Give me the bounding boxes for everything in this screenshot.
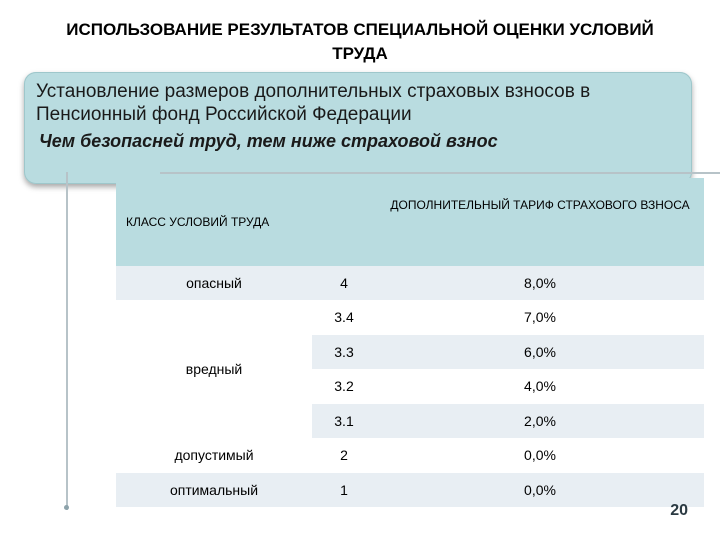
header-additional-tariff: ДОПОЛНИТЕЛЬНЫЙ ТАРИФ СТРАХОВОГО ВЗНОСА — [376, 178, 704, 266]
cell-rate: 0,0% — [376, 473, 704, 508]
cell-class: допустимый — [116, 438, 312, 473]
table-header-row — [116, 178, 704, 266]
slide-title: ИСПОЛЬЗОВАНИЕ РЕЗУЛЬТАТОВ СПЕЦИАЛЬНОЙ ОЦЕНКИ УСЛОВИЙ ТРУДА — [66, 20, 654, 63]
frame-dot — [64, 505, 69, 510]
table-row — [116, 266, 704, 300]
frame-line-horizontal — [160, 172, 720, 174]
cell-code: 3.3 — [312, 335, 376, 370]
cell-rate: 4,0% — [376, 369, 704, 404]
cell-rate: 0,0% — [376, 438, 704, 473]
header-work-class: КЛАСС УСЛОВИЙ ТРУДА — [116, 178, 376, 266]
banner-text-line-1: Установление размеров дополнительных страховых взносов в — [36, 81, 591, 102]
cell-class: опасный — [116, 266, 312, 300]
cell-class: оптимальный — [116, 473, 312, 508]
cell-rate: 8,0% — [376, 266, 704, 300]
cell-code: 1 — [312, 473, 376, 508]
cell-code: 2 — [312, 438, 376, 473]
frame-line-vertical — [66, 172, 68, 510]
cell-code: 3.2 — [312, 369, 376, 404]
table-row — [116, 473, 704, 508]
info-banner — [24, 72, 692, 184]
cell-code: 3.4 — [312, 300, 376, 335]
banner-text-line-2: Пенсионный фонд Российской Федерации — [36, 104, 412, 125]
table-row — [116, 300, 704, 335]
cell-rate: 2,0% — [376, 404, 704, 439]
table-row — [116, 438, 704, 473]
cell-rate: 7,0% — [376, 300, 704, 335]
cell-class: вредный — [116, 300, 312, 438]
page-number: 20 — [670, 502, 688, 519]
tariff-table — [116, 178, 704, 508]
cell-code: 3.1 — [312, 404, 376, 439]
cell-rate: 6,0% — [376, 335, 704, 370]
cell-code: 4 — [312, 266, 376, 300]
banner-motto: Чем безопасней труд, тем ниже страховой взнос — [39, 131, 498, 151]
